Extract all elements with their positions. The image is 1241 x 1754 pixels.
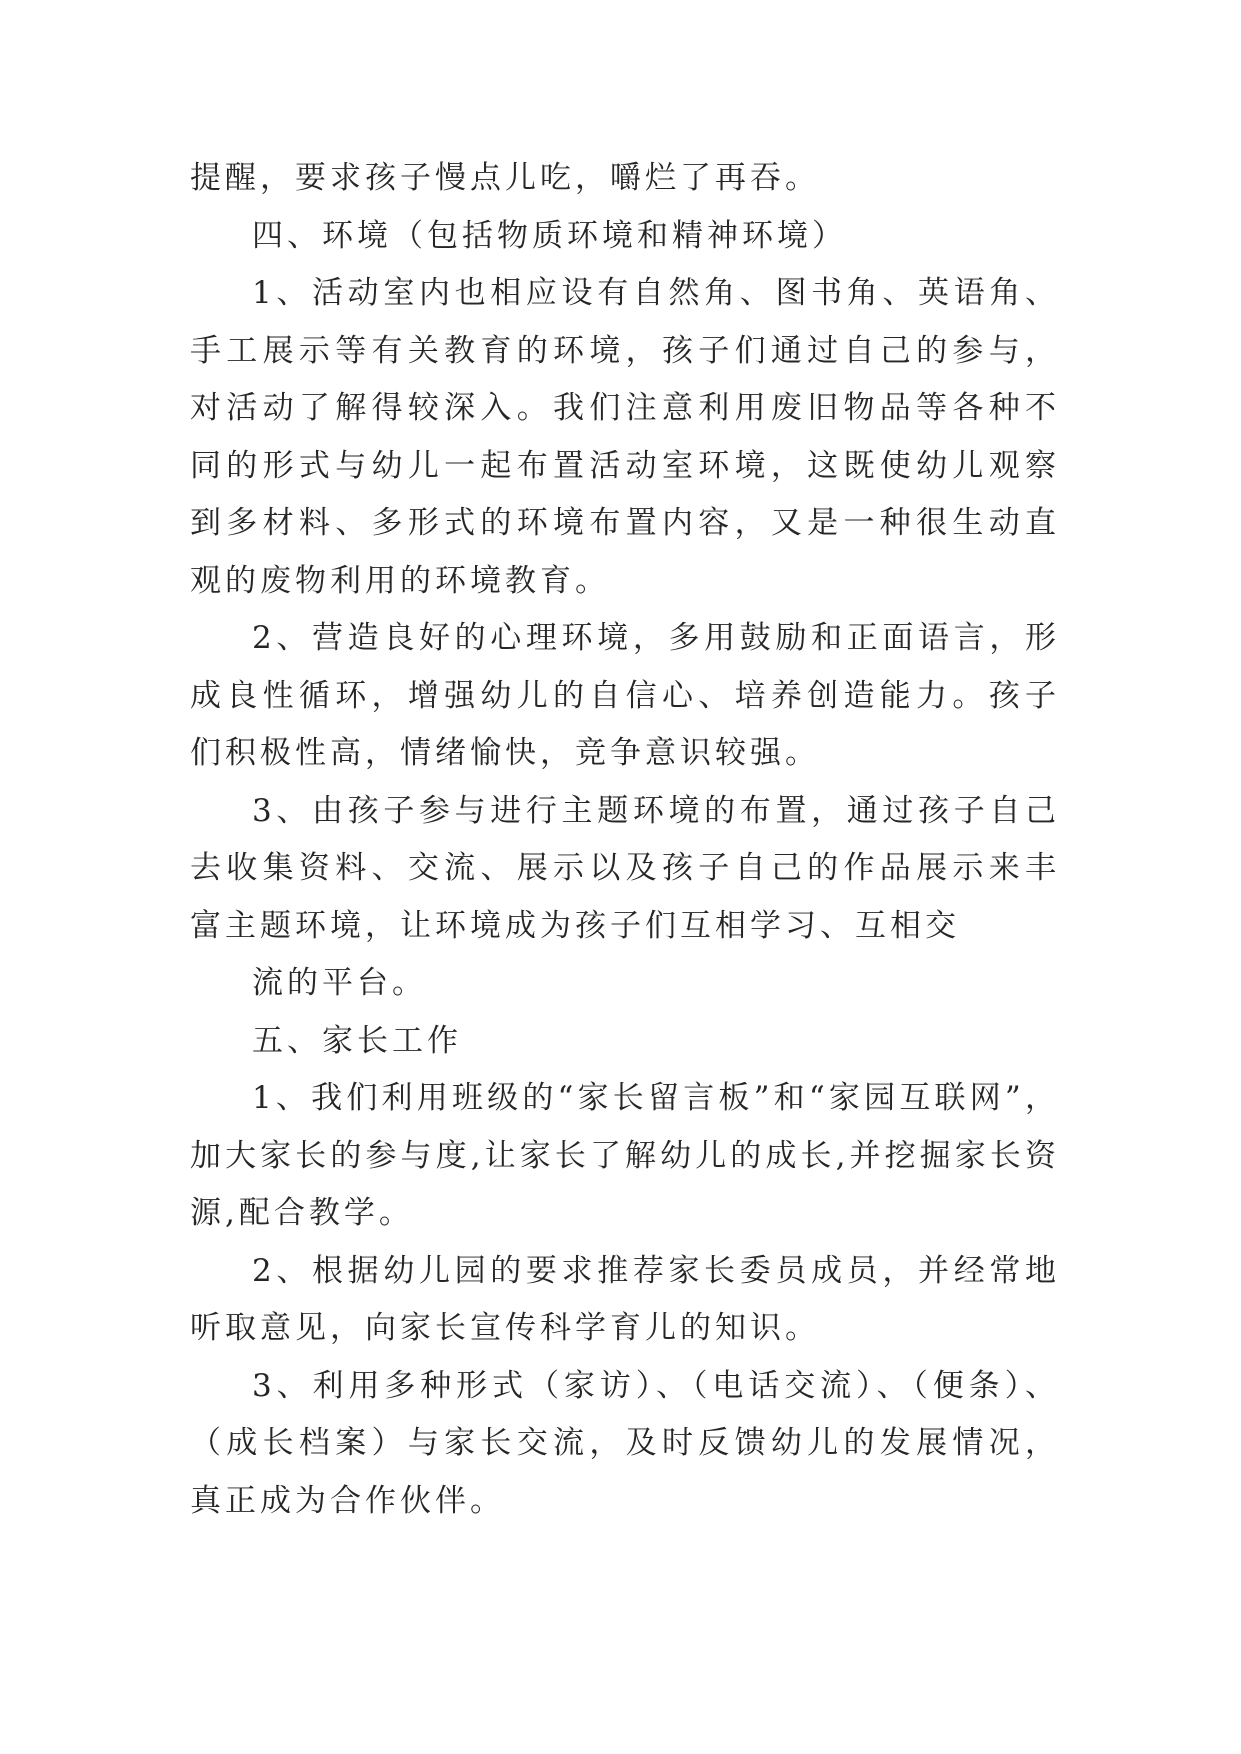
paragraph-parents-1: 1、我们利用班级的“家长留言板”和“家园互联网”，加大家长的参与度,让家长了解幼儿的成长,并挖掘家长资源,配合教学。	[190, 1080, 1060, 1231]
section-heading-parents: 五、家长工作	[252, 1022, 462, 1059]
paragraph-environment-2: 2、营造良好的心理环境，多用鼓励和正面语言，形成良性循环，增强幼儿的自信心、培养创造能力。孩子们积极性高，情绪愉快，竞争意识较强。	[190, 620, 1060, 771]
section-heading-environment: 四、环境（包括物质环境和精神环境）	[252, 217, 847, 254]
paragraph-continuation: 提醒，要求孩子慢点儿吃，嚼烂了再吞。	[190, 160, 820, 196]
paragraph-environment-1: 1、活动室内也相应设有自然角、图书角、英语角、手工展示等有关教育的环境，孩子们通过自己的参与，对活动了解得较深入。我们注意利用废旧物品等各种不同的形式与幼儿一起布置活动室环境，这既使幼儿观察到多材料、多形式的环境布置内容，又是一种很生动直观的废物利用的环境教育。	[190, 275, 1060, 599]
paragraph-environment-3-tail: 流的平台。	[252, 965, 427, 1001]
paragraph-parents-3: 3、利用多种形式（家访）、（电话交流）、（便条）、（成长档案）与家长交流，及时反馈幼儿的发展情况，真正成为合作伙伴。	[190, 1367, 1060, 1519]
paragraph-environment-3: 3、由孩子参与进行主题环境的布置，通过孩子自己去收集资料、交流、展示以及孩子自己的作品展示来丰富主题环境，让环境成为孩子们互相学习、互相交	[190, 792, 1060, 944]
paragraph-parents-2: 2、根据幼儿园的要求推荐家长委员成员，并经常地听取意见，向家长宣传科学育儿的知识。	[190, 1252, 1060, 1346]
document-body	[190, 150, 1060, 1530]
